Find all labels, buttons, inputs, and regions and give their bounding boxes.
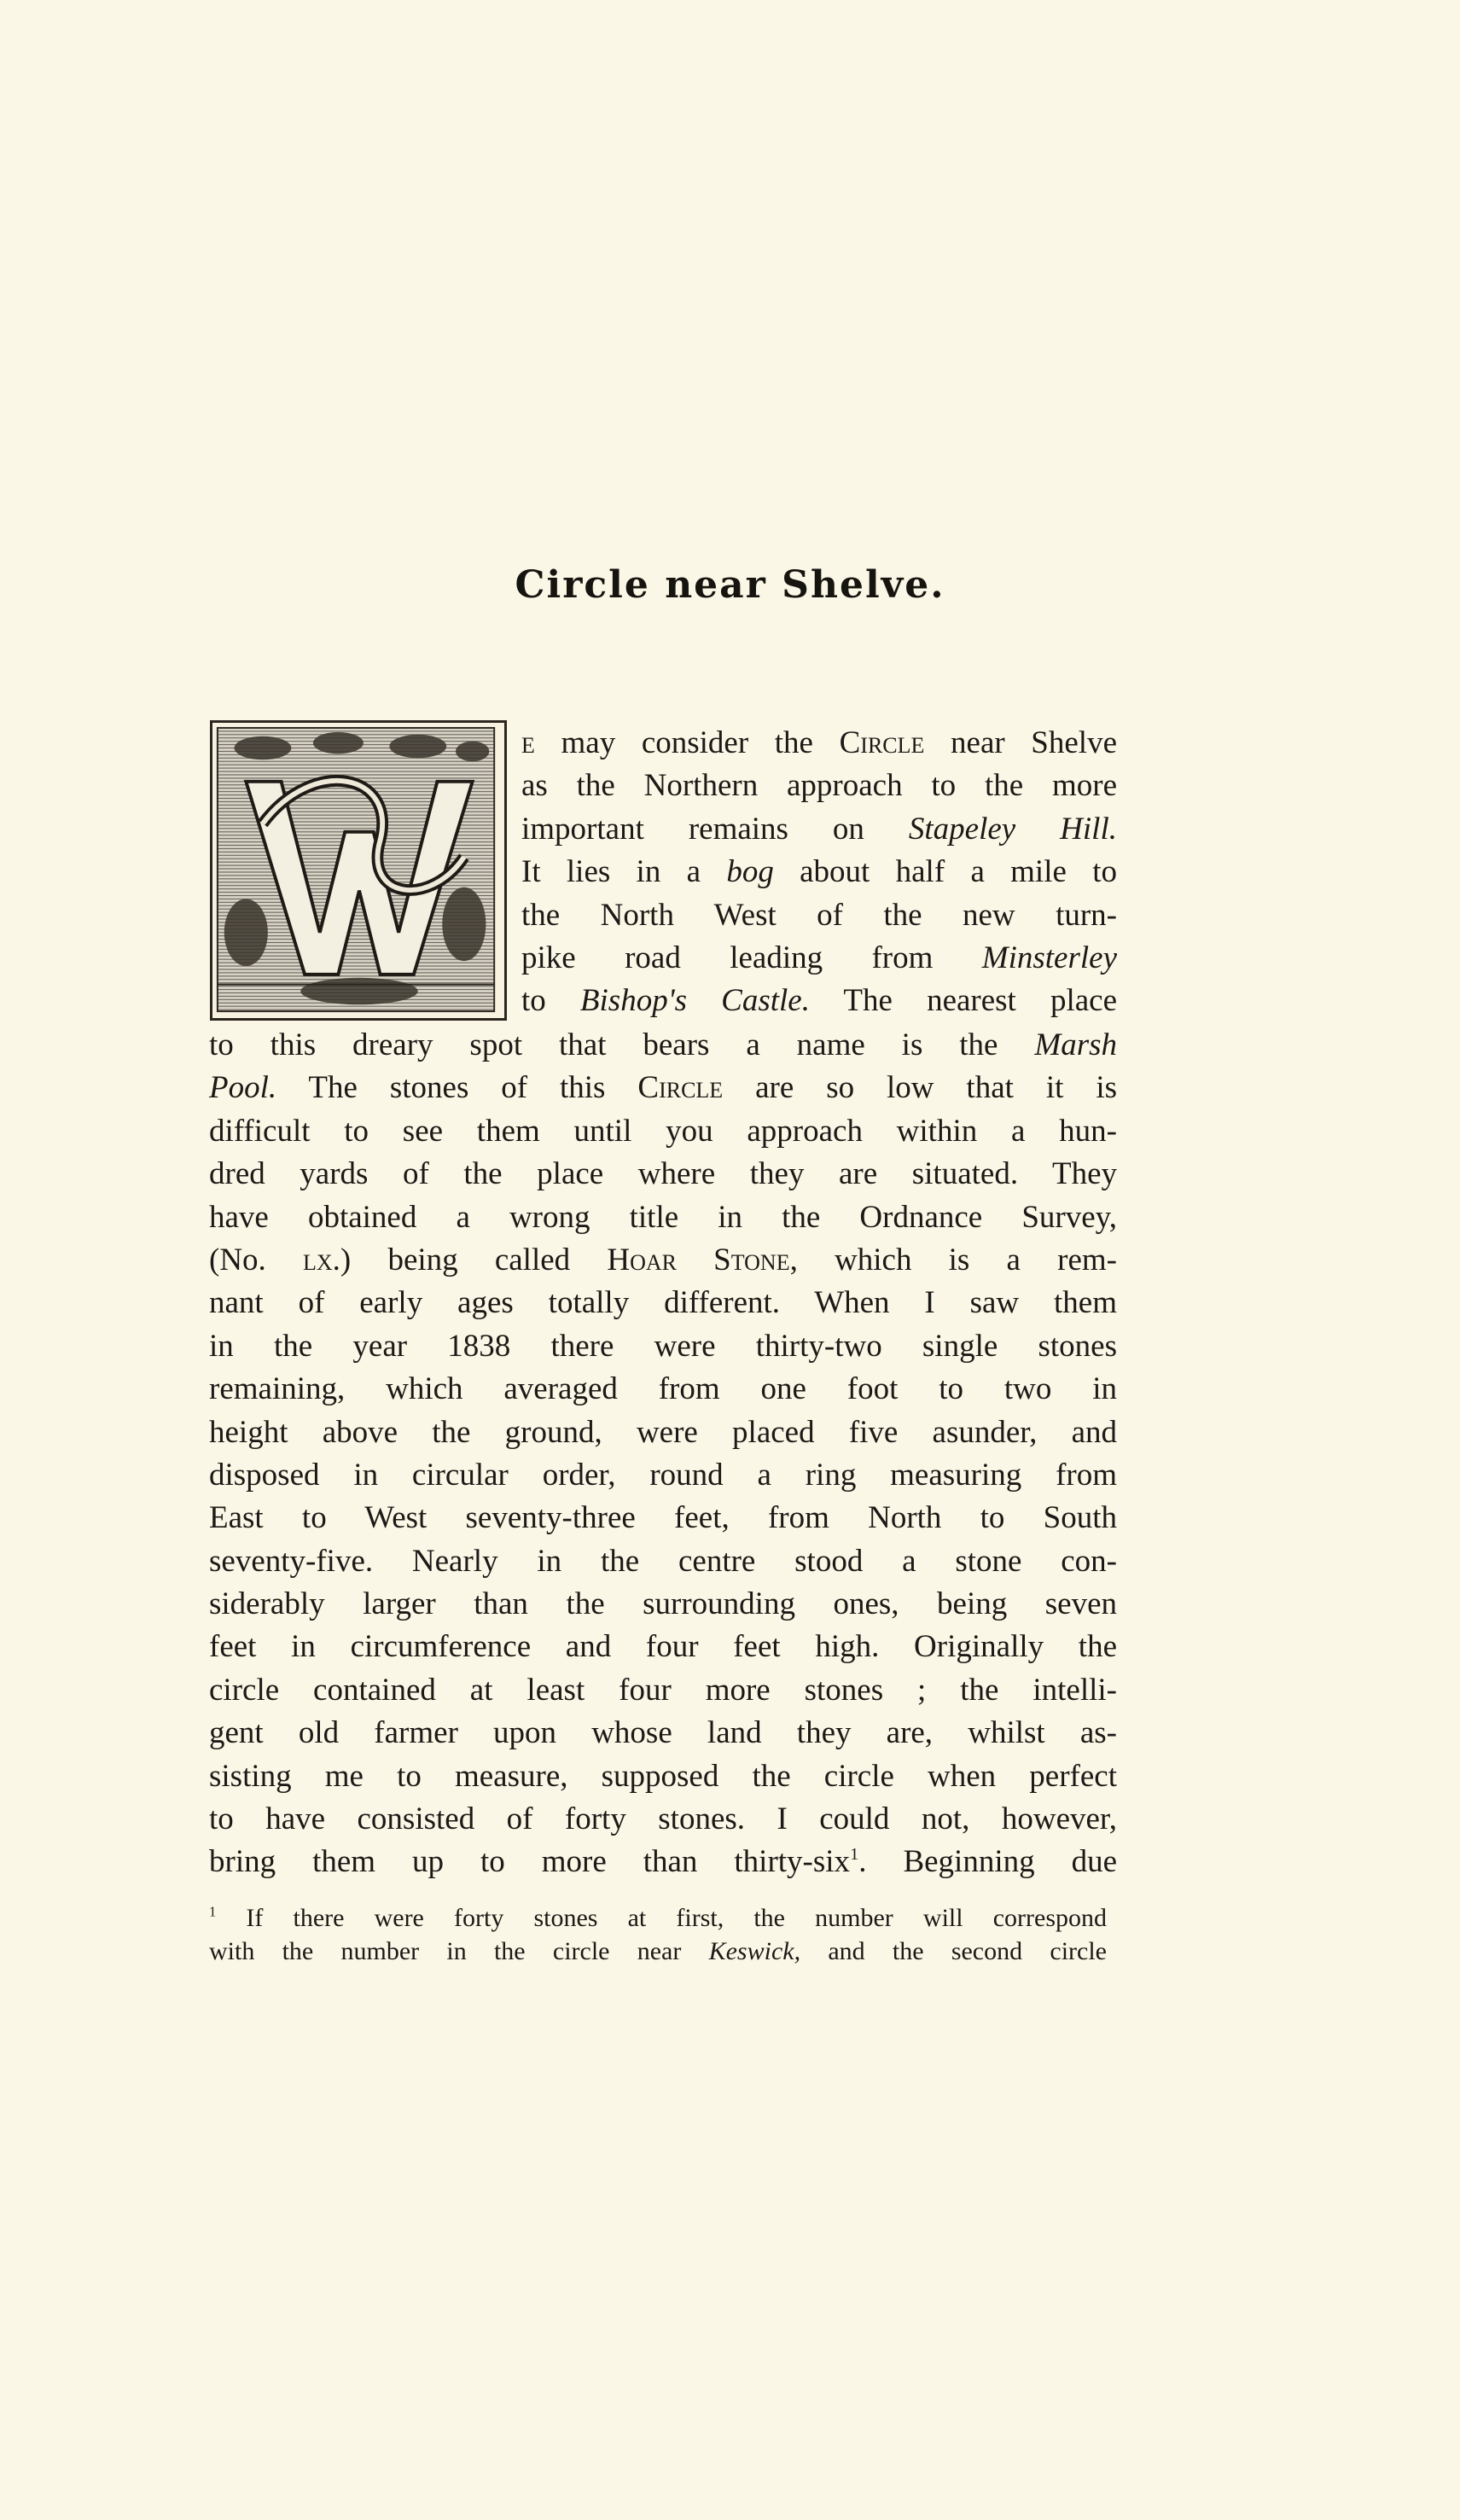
text-line: (No. lx.) being called Hoar Stone, which is a rem- bbox=[209, 1242, 1117, 1277]
text-line: seventy-five. Nearly in the centre stood a stone con- bbox=[209, 1543, 1117, 1579]
text-line: to have consisted of forty stones. I could not, however, bbox=[209, 1801, 1117, 1837]
text-line: to Bishop's Castle. The nearest place bbox=[521, 983, 1118, 1019]
text-line: siderably larger than the surrounding ones, being seven bbox=[209, 1586, 1117, 1622]
text-line: dred yards of the place where they are situated. They bbox=[209, 1156, 1117, 1192]
text-line: nant of early ages totally different. When I saw them bbox=[209, 1285, 1117, 1321]
ornamental-drop-cap-w bbox=[210, 720, 507, 1021]
footnote bbox=[209, 1901, 1107, 1968]
text-line: pike road leading from Minsterley bbox=[521, 940, 1117, 975]
text-line: to this dreary spot that bears a name is the Marsh bbox=[209, 1027, 1117, 1062]
text-line: in the year 1838 there were thirty-two single stones bbox=[209, 1328, 1117, 1364]
text-line: difficult to see them until you approach within a hun- bbox=[209, 1113, 1117, 1149]
text-line: sisting me to measure, supposed the circle when perfect bbox=[209, 1758, 1117, 1794]
text-line: remaining, which averaged from one foot to two in bbox=[209, 1371, 1117, 1407]
footnote-line: $^1$ If there were forty stones at first, the number will correspond bbox=[209, 1903, 1107, 1932]
text-line: as the Northern approach to the more bbox=[521, 768, 1117, 804]
text-line: bring them up to more than thirty-six$^1$. Beginning due bbox=[209, 1844, 1118, 1880]
paragraph-body bbox=[209, 1024, 1117, 1884]
footnote-marker: 1 bbox=[850, 1845, 859, 1865]
text-line: have obtained a wrong title in the Ordnance Survey, bbox=[209, 1199, 1117, 1235]
text-line: the North West of the new turn- bbox=[521, 897, 1117, 933]
engraved-initial-w-image bbox=[212, 723, 504, 1018]
page-title: Circle near Shelve. bbox=[515, 563, 945, 607]
text-line: feet in circumference and four feet high. Originally the bbox=[209, 1629, 1117, 1665]
paragraph-wrapped-lines bbox=[521, 722, 1117, 1023]
text-line: important remains on Stapeley Hill. bbox=[521, 811, 1117, 847]
footnote-line: with the number in the circle near Keswick, and the second circle bbox=[209, 1937, 1107, 1965]
text-line: gent old farmer upon whose land they are, whilst as- bbox=[209, 1715, 1117, 1751]
text-line: Pool. The stones of this Circle are so low that it is bbox=[209, 1070, 1117, 1106]
text-line: It lies in a bog about half a mile to bbox=[521, 854, 1117, 890]
text-line: e may consider the Circle near Shelve bbox=[521, 725, 1118, 760]
text-line: East to West seventy-three feet, from North to South bbox=[209, 1500, 1117, 1536]
text-line: height above the ground, were placed five asunder, and bbox=[209, 1414, 1117, 1450]
text-line: circle contained at least four more stones ; the intelli- bbox=[209, 1672, 1117, 1708]
text-line: disposed in circular order, round a ring measuring from bbox=[209, 1457, 1117, 1493]
